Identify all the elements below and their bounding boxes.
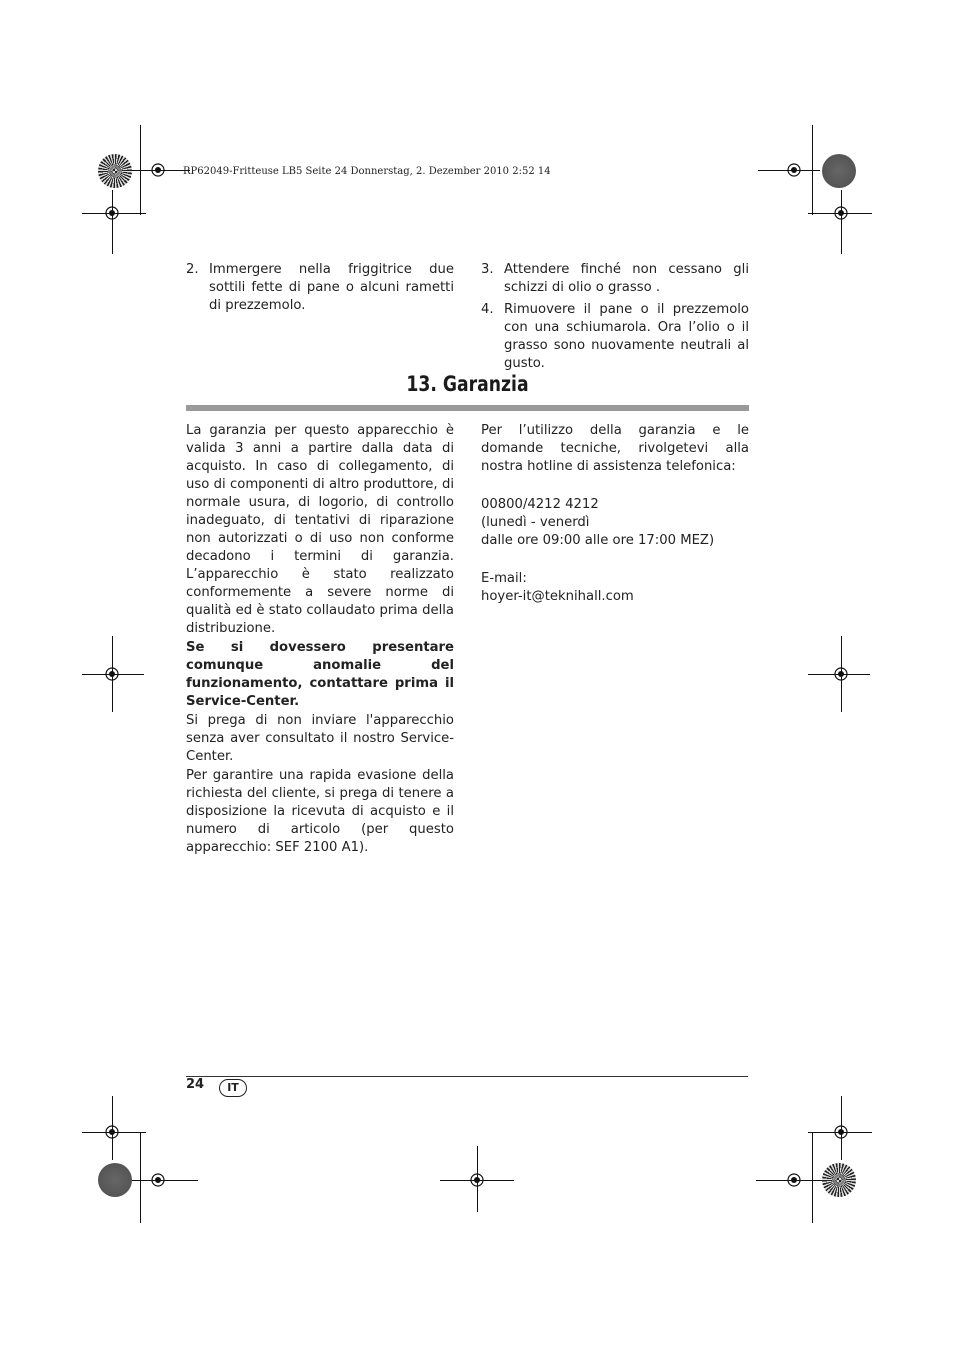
section-divider bbox=[186, 405, 749, 411]
color-target-icon bbox=[98, 154, 132, 188]
receipt-paragraph: Per garantire una rapida evasione della richiesta del cliente, si prega di tenere a disposizione la ricevuta di acquisto e il numero di articolo (per questo apparecchio: SEF 2100 A1). bbox=[186, 768, 454, 855]
steps-left-column bbox=[186, 261, 454, 319]
warranty-right-column bbox=[481, 422, 749, 606]
hotline-paragraph: Per l’utilizzo della garanzia e le domande tecniche, rivolgetevi alla nostra hotline di assistenza telefonica: bbox=[481, 423, 749, 474]
color-target-icon bbox=[822, 1163, 856, 1197]
step-number: 4. bbox=[481, 302, 494, 317]
registration-mark-icon bbox=[832, 204, 850, 222]
registration-mark-icon bbox=[468, 1171, 486, 1189]
footer-divider bbox=[186, 1076, 748, 1077]
warranty-paragraph: La garanzia per questo apparecchio è valida 3 anni a partire dalla data di acquisto. In caso di collegamento, di uso di componenti di altro produttore, di normale usura, di logorio, di controllo inadeguato, di tentativi di riparazione non autorizzati o di uso non conforme decadono i termini di garanzia. L’apparecchio è stato realizzato conformemente a severe norme di qualità ed è stato collaudato prima della distribuzione. bbox=[186, 423, 454, 636]
registration-mark-icon bbox=[103, 665, 121, 683]
registration-mark-icon bbox=[103, 1123, 121, 1141]
color-target-icon bbox=[98, 1163, 132, 1197]
registration-mark-icon bbox=[785, 161, 803, 179]
shipping-paragraph: Si prega di non inviare l'apparecchio senza aver consultato il nostro Service-Center. bbox=[186, 713, 454, 764]
list-item bbox=[481, 261, 749, 297]
list-item bbox=[186, 261, 454, 315]
steps-list bbox=[481, 261, 749, 373]
registration-mark-icon bbox=[103, 204, 121, 222]
warranty-left-column bbox=[186, 422, 454, 857]
hotline-phone: 00800/4212 4212 bbox=[481, 497, 599, 512]
registration-mark-icon bbox=[832, 665, 850, 683]
section-title: 13. Garanzia bbox=[406, 372, 529, 396]
color-target-icon bbox=[822, 154, 856, 188]
hotline-days: (lunedì - venerdì bbox=[481, 515, 590, 530]
step-text: Attendere finché non cessano gli schizzi di olio o grasso . bbox=[504, 262, 749, 295]
registration-mark-icon bbox=[785, 1171, 803, 1189]
list-item bbox=[481, 301, 749, 373]
step-text: Rimuovere il pane o il prezzemolo con una schiumarola. Ora l’olio o il grasso sono nuovamente neutrali al gusto. bbox=[504, 302, 749, 371]
step-text: Immergere nella friggitrice due sottili fette di pane o alcuni rametti di prezzemolo. bbox=[209, 262, 454, 313]
step-number: 2. bbox=[186, 262, 199, 277]
page-number: 24 bbox=[186, 1077, 205, 1092]
steps-right-column bbox=[481, 261, 749, 377]
email-address[interactable]: hoyer-it@teknihall.com bbox=[481, 589, 634, 604]
registration-mark-icon bbox=[832, 1123, 850, 1141]
step-number: 3. bbox=[481, 262, 494, 277]
steps-list bbox=[186, 261, 454, 315]
service-center-notice: Se si dovessero presentare comunque anomalie del funzionamento, contattare prima il Service-Center. bbox=[186, 640, 454, 709]
hotline-hours: dalle ore 09:00 alle ore 17:00 MEZ) bbox=[481, 533, 715, 548]
print-slug: RP62049-Fritteuse LB5 Seite 24 Donnerstag, 2. Dezember 2010 2:52 14 bbox=[183, 166, 551, 177]
language-badge: IT bbox=[219, 1079, 247, 1097]
email-label: E-mail: bbox=[481, 571, 527, 586]
registration-mark-icon bbox=[149, 1171, 167, 1189]
registration-mark-icon bbox=[149, 161, 167, 179]
